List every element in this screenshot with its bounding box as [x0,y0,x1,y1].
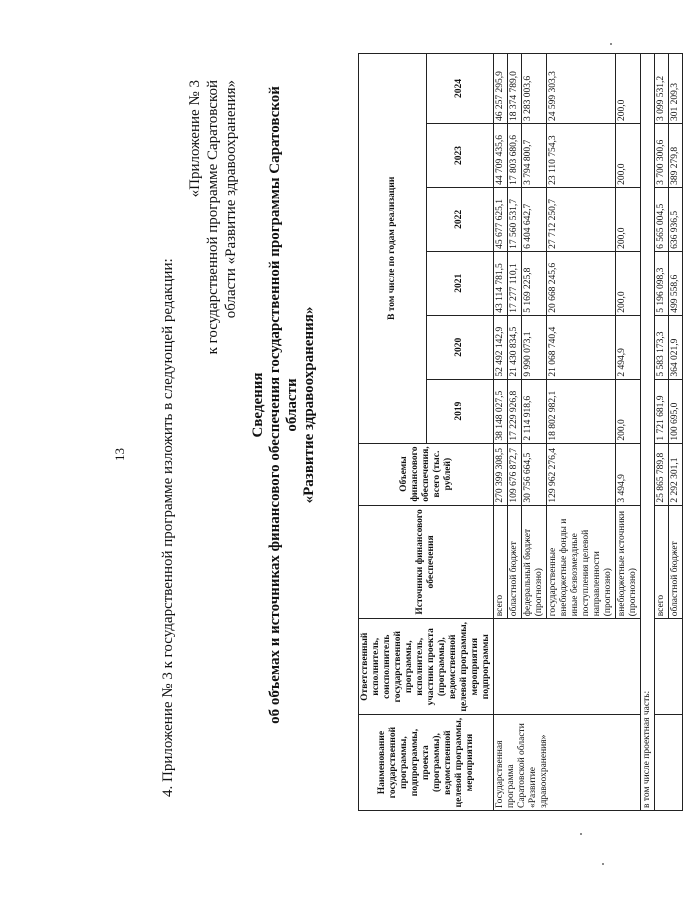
page-number: 13 [112,448,127,461]
header-executor: Ответственный исполнитель, соисполнитель государственной программы, исполнитель, участник проекта (программы), ведомственной целевой программы, мероприятия подпрограммы [359,619,494,715]
year-value-cell: 23 110 754,3 [547,123,616,187]
year-value-cell: 21 068 740,4 [547,315,616,379]
table-row [494,54,508,811]
total-cell: 30 756 664,5 [522,443,547,505]
appendix-line-1: «Приложение № 3 [187,80,203,198]
year-value-cell: 45 677 625,1 [494,187,508,251]
year-value-cell: 3 794 800,7 [522,123,547,187]
year-value-cell: 27 712 250,7 [547,187,616,251]
source-cell: областной бюджет [669,505,683,619]
year-value-cell: 5 196 098,3 [655,251,669,315]
year-value-cell: 44 709 435,6 [494,123,508,187]
title-line-3: «Развитие здравоохранения» [301,306,317,504]
year-value-cell: 200,0 [616,379,641,443]
subsection-label: в том числе проектная часть: [641,54,655,811]
appendix-header [186,80,240,400]
header-years-group: В том числе по годам реализации [359,54,427,444]
year-value-cell: 38 148 027,5 [494,379,508,443]
year-value-cell: 1 721 681,9 [655,379,669,443]
appendix-line-2: к государственной программе Саратовской [205,80,221,355]
empty-cell [655,715,683,811]
year-value-cell: 200,0 [616,123,641,187]
year-value-cell: 499 558,6 [669,251,683,315]
table-row [655,54,669,811]
total-cell: 109 676 872,7 [508,443,522,505]
year-value-cell: 2 494,9 [616,315,641,379]
total-cell: 270 399 308,5 [494,443,508,505]
year-value-cell: 3 700 300,6 [655,123,669,187]
finance-table [358,53,683,811]
header-source: Источники финансового обеспечения [359,505,494,619]
total-cell: 25 865 789,8 [655,443,669,505]
header-year: 2021 [426,251,494,315]
year-value-cell: 200,0 [616,251,641,315]
source-cell: государственные внебюджетные фонды и иные безвозмездные поступления целевой направленности (прогнозно) [547,505,616,619]
year-value-cell: 364 021,9 [669,315,683,379]
year-value-cell: 100 695,0 [669,379,683,443]
year-value-cell: 17 277 110,1 [508,251,522,315]
intro-text: 4. Приложение № 3 к государственной программе изложить в следующей редакции: [160,258,176,797]
header-year: 2020 [426,315,494,379]
title-line-1: Сведения [250,372,266,438]
year-value-cell: 17 803 680,6 [508,123,522,187]
header-name: Наименование государственной программы, подпрограммы, проекта (программы), ведомственной целевой программы, мероприятия [359,715,494,811]
empty-cell [655,619,683,715]
header-year: 2022 [426,187,494,251]
scan-speck [610,43,612,45]
year-value-cell: 5 169 225,8 [522,251,547,315]
document-title [250,75,318,735]
source-cell: федеральный бюджет (прогнозно) [522,505,547,619]
year-value-cell: 17 560 531,7 [508,187,522,251]
source-cell: всего [655,505,669,619]
year-value-cell: 389 279,8 [669,123,683,187]
year-value-cell: 43 114 781,5 [494,251,508,315]
year-value-cell: 21 430 834,5 [508,315,522,379]
subsection-row [641,54,655,811]
header-year: 2019 [426,379,494,443]
year-value-cell: 200,0 [616,54,641,124]
year-value-cell: 301 209,3 [669,54,683,124]
year-value-cell: 20 668 245,6 [547,251,616,315]
year-value-cell: 18 374 789,0 [508,54,522,124]
total-cell: 129 962 276,4 [547,443,616,505]
appendix-line-3: области «Развитие здравоохранения» [223,80,239,319]
year-value-cell: 46 257 295,9 [494,54,508,124]
year-value-cell: 18 802 982,1 [547,379,616,443]
year-value-cell: 3 283 003,6 [522,54,547,124]
header-year: 2024 [426,54,494,124]
year-value-cell: 3 099 531,2 [655,54,669,124]
year-value-cell: 636 936,5 [669,187,683,251]
year-value-cell: 17 229 926,8 [508,379,522,443]
program-name-cell: Государственная программа Саратовской области «Развитие здравоохранения» [494,715,641,811]
total-cell: 3 494,9 [616,443,641,505]
year-value-cell: 6 565 004,5 [655,187,669,251]
year-value-cell: 52 492 142,9 [494,315,508,379]
source-cell: внебюджетные источники (прогнозно) [616,505,641,619]
scan-speck [602,863,604,865]
executor-cell [494,619,641,715]
scan-speck [580,833,582,835]
source-cell: областной бюджет [508,505,522,619]
header-total: Объемы финансового обеспечения, всего (тыс. рублей) [359,443,494,505]
year-value-cell: 5 583 173,3 [655,315,669,379]
header-year: 2023 [426,123,494,187]
year-value-cell: 2 114 918,6 [522,379,547,443]
year-value-cell: 9 990 073,1 [522,315,547,379]
year-value-cell: 24 599 303,3 [547,54,616,124]
source-cell: всего [494,505,508,619]
year-value-cell: 6 404 642,7 [522,187,547,251]
total-cell: 2 292 301,1 [669,443,683,505]
year-value-cell: 200,0 [616,187,641,251]
title-line-2: об объемах и источниках финансового обеспечения государственной программы Саратовской области [267,86,300,724]
